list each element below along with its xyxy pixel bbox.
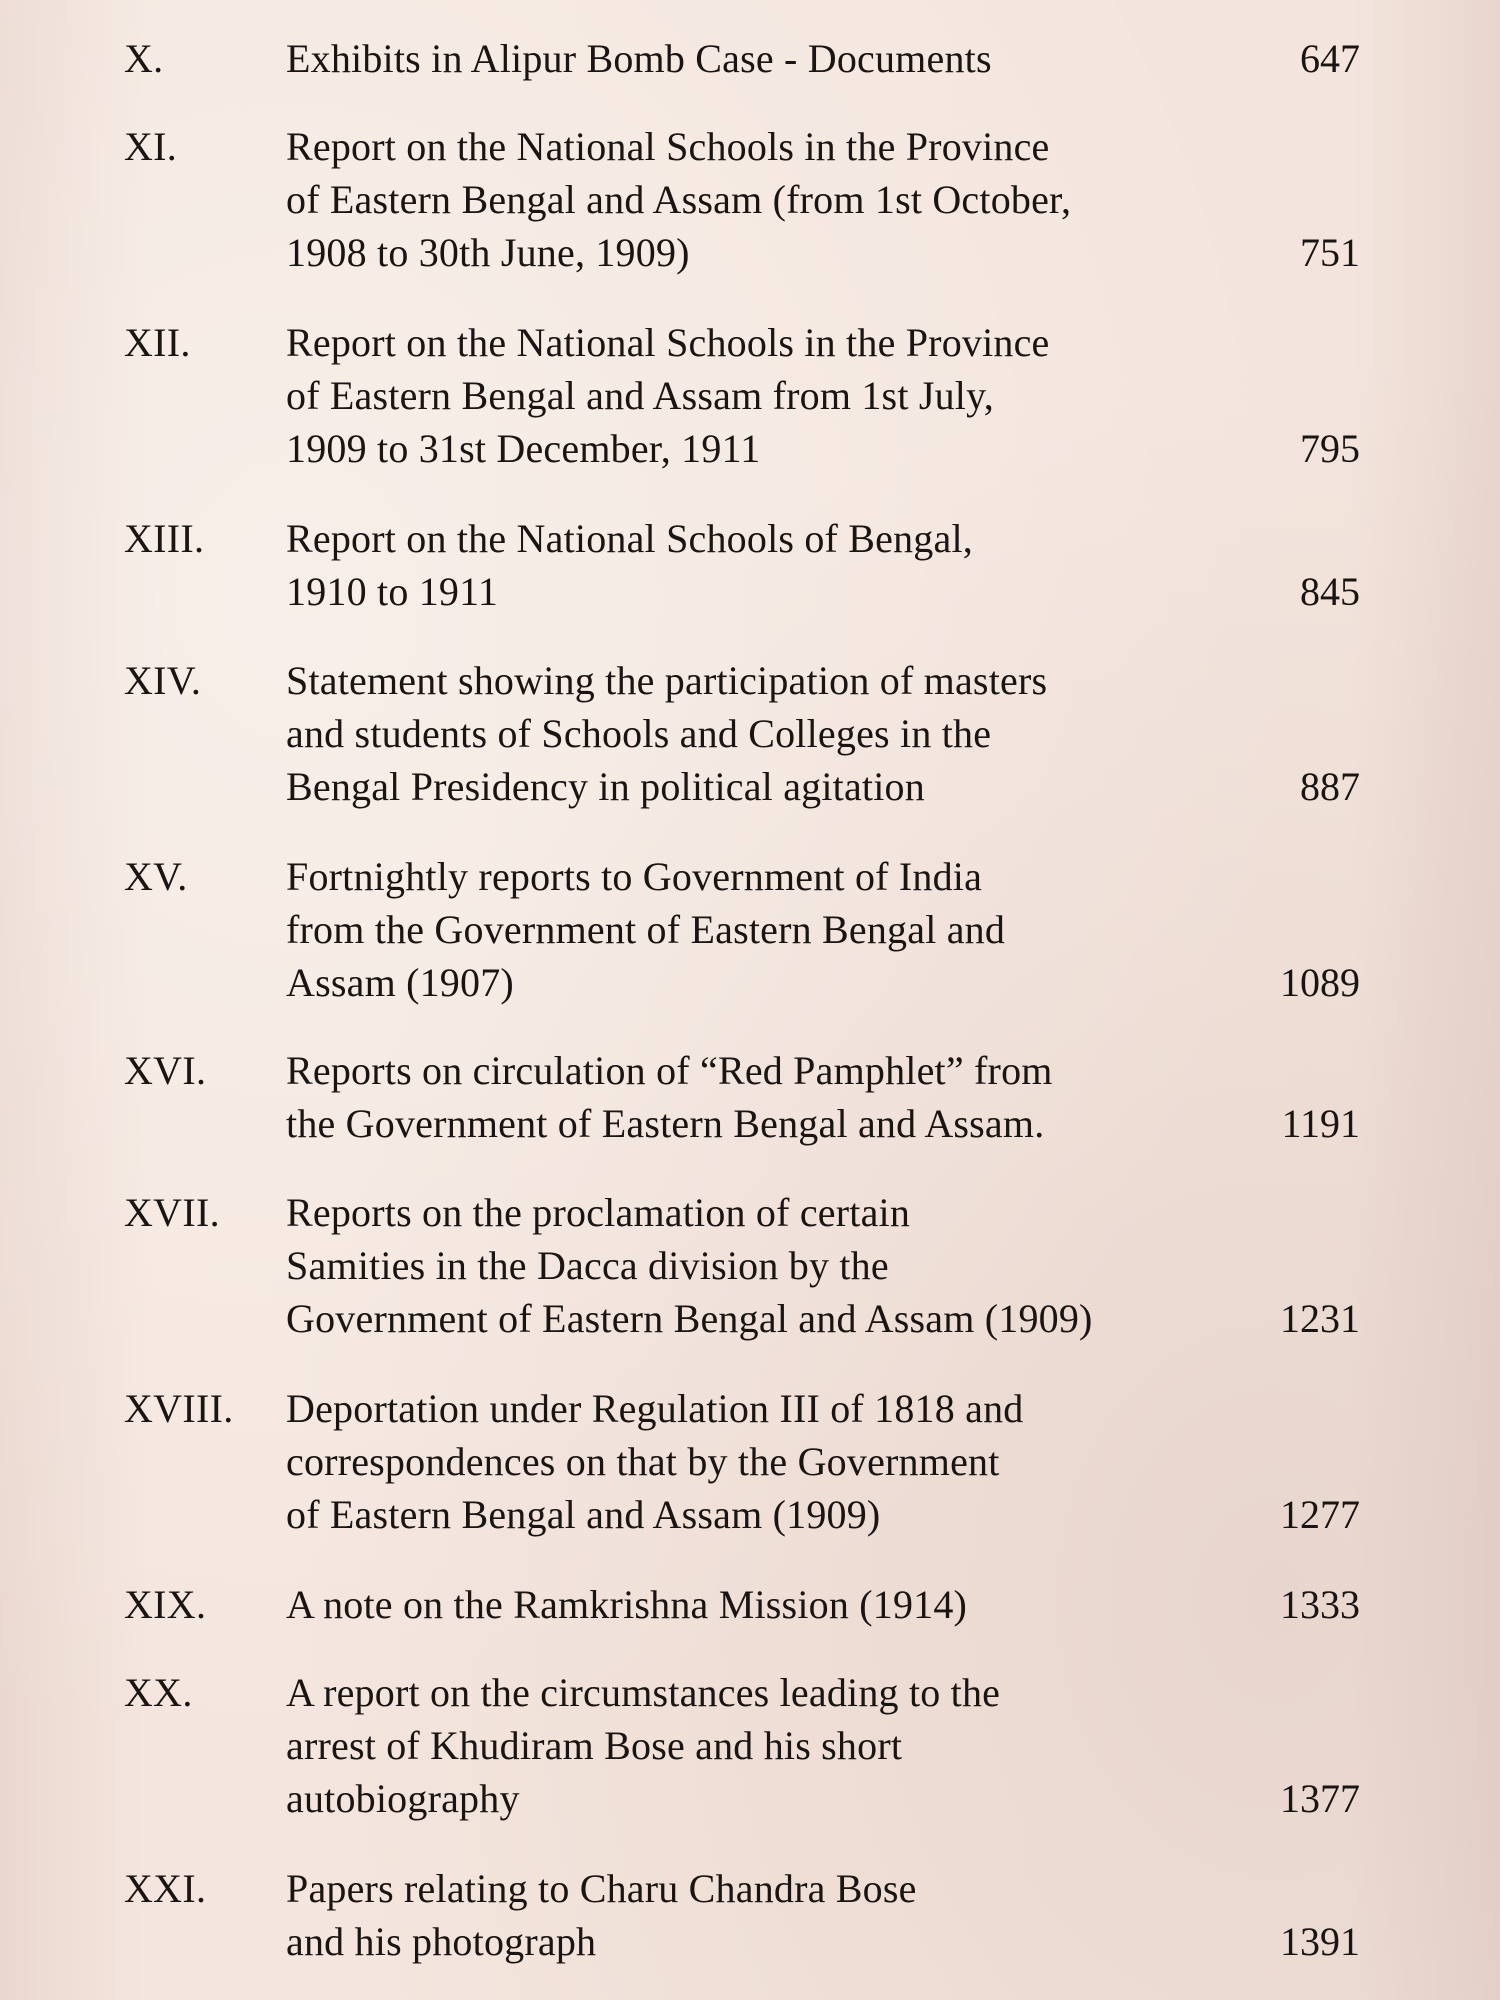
- entry-title: [286, 1044, 1286, 1150]
- title-line: Papers relating to Charu Chandra Bose: [286, 1866, 917, 1911]
- entry-number: XI.: [124, 124, 178, 169]
- entry-number: X.: [124, 36, 164, 81]
- entry-title: [286, 1578, 1286, 1631]
- entry-page-number: 647: [1300, 36, 1360, 81]
- title-line: the Government of Eastern Bengal and Assam.: [286, 1101, 1045, 1146]
- title-line: A report on the circumstances leading to the: [286, 1670, 1001, 1715]
- entry-number: XV.: [124, 854, 188, 899]
- title-line: 1908 to 30th June, 1909): [286, 230, 690, 275]
- entry-page-number: 1391: [1280, 1919, 1360, 1964]
- title-line: A note on the Ramkrishna Mission (1914): [286, 1582, 968, 1627]
- entry-number: XVI.: [124, 1048, 207, 1093]
- entry-number: XIV.: [124, 658, 202, 703]
- entry-number: XII.: [124, 320, 191, 365]
- entry-page-number: 795: [1300, 426, 1360, 471]
- title-line: Report on the National Schools in the Province: [286, 320, 1050, 365]
- entry-title: [286, 32, 1286, 85]
- entry-title: [286, 1666, 1286, 1825]
- entry-page-number: 1231: [1280, 1296, 1360, 1341]
- entry-page-number: 1277: [1280, 1492, 1360, 1537]
- title-line: 1909 to 31st December, 1911: [286, 426, 761, 471]
- entry-page-number: 751: [1300, 230, 1360, 275]
- title-line: Government of Eastern Bengal and Assam (1909): [286, 1296, 1093, 1341]
- entry-title: [286, 1862, 1286, 1968]
- title-line: of Eastern Bengal and Assam from 1st July,: [286, 373, 994, 418]
- entry-page-number: 1333: [1280, 1582, 1360, 1627]
- entry-number: XVII.: [124, 1190, 220, 1235]
- title-line: of Eastern Bengal and Assam (from 1st October,: [286, 177, 1072, 222]
- entry-title: [286, 316, 1286, 475]
- title-line: Report on the National Schools in the Province: [286, 124, 1050, 169]
- entry-title: [286, 1186, 1286, 1345]
- entry-number: XIII.: [124, 516, 205, 561]
- entry-page-number: 887: [1300, 764, 1360, 809]
- title-line: Assam (1907): [286, 960, 514, 1005]
- title-line: arrest of Khudiram Bose and his short: [286, 1723, 903, 1768]
- entry-title: [286, 120, 1286, 279]
- title-line: Fortnightly reports to Government of India: [286, 854, 983, 899]
- title-line: Bengal Presidency in political agitation: [286, 764, 925, 809]
- entry-title: [286, 850, 1286, 1009]
- entry-number: XVIII.: [124, 1386, 234, 1431]
- entry-number: XX.: [124, 1670, 193, 1715]
- title-line: autobiography: [286, 1776, 520, 1821]
- title-line: Reports on the proclamation of certain: [286, 1190, 911, 1235]
- entry-page-number: 1377: [1280, 1776, 1360, 1821]
- entry-title: [286, 1382, 1286, 1541]
- entry-title: [286, 512, 1286, 618]
- entry-number: XIX.: [124, 1582, 207, 1627]
- entry-page-number: 1089: [1280, 960, 1360, 1005]
- entry-page-number: 845: [1300, 569, 1360, 614]
- title-line: Statement showing the participation of masters: [286, 658, 1048, 703]
- title-line: correspondences on that by the Government: [286, 1439, 1000, 1484]
- entry-page-number: 1191: [1281, 1101, 1360, 1146]
- title-line: and students of Schools and Colleges in the: [286, 711, 992, 756]
- title-line: Exhibits in Alipur Bomb Case - Documents: [286, 36, 992, 81]
- title-line: Samities in the Dacca division by the: [286, 1243, 889, 1288]
- title-line: Reports on circulation of “Red Pamphlet” from: [286, 1048, 1053, 1093]
- entry-number: XXI.: [124, 1866, 207, 1911]
- title-line: from the Government of Eastern Bengal and: [286, 907, 1006, 952]
- title-line: Deportation under Regulation III of 1818 and: [286, 1386, 1024, 1431]
- title-line: 1910 to 1911: [286, 569, 499, 614]
- title-line: and his photograph: [286, 1919, 597, 1964]
- title-line: Report on the National Schools of Bengal,: [286, 516, 973, 561]
- entry-title: [286, 654, 1286, 813]
- title-line: of Eastern Bengal and Assam (1909): [286, 1492, 881, 1537]
